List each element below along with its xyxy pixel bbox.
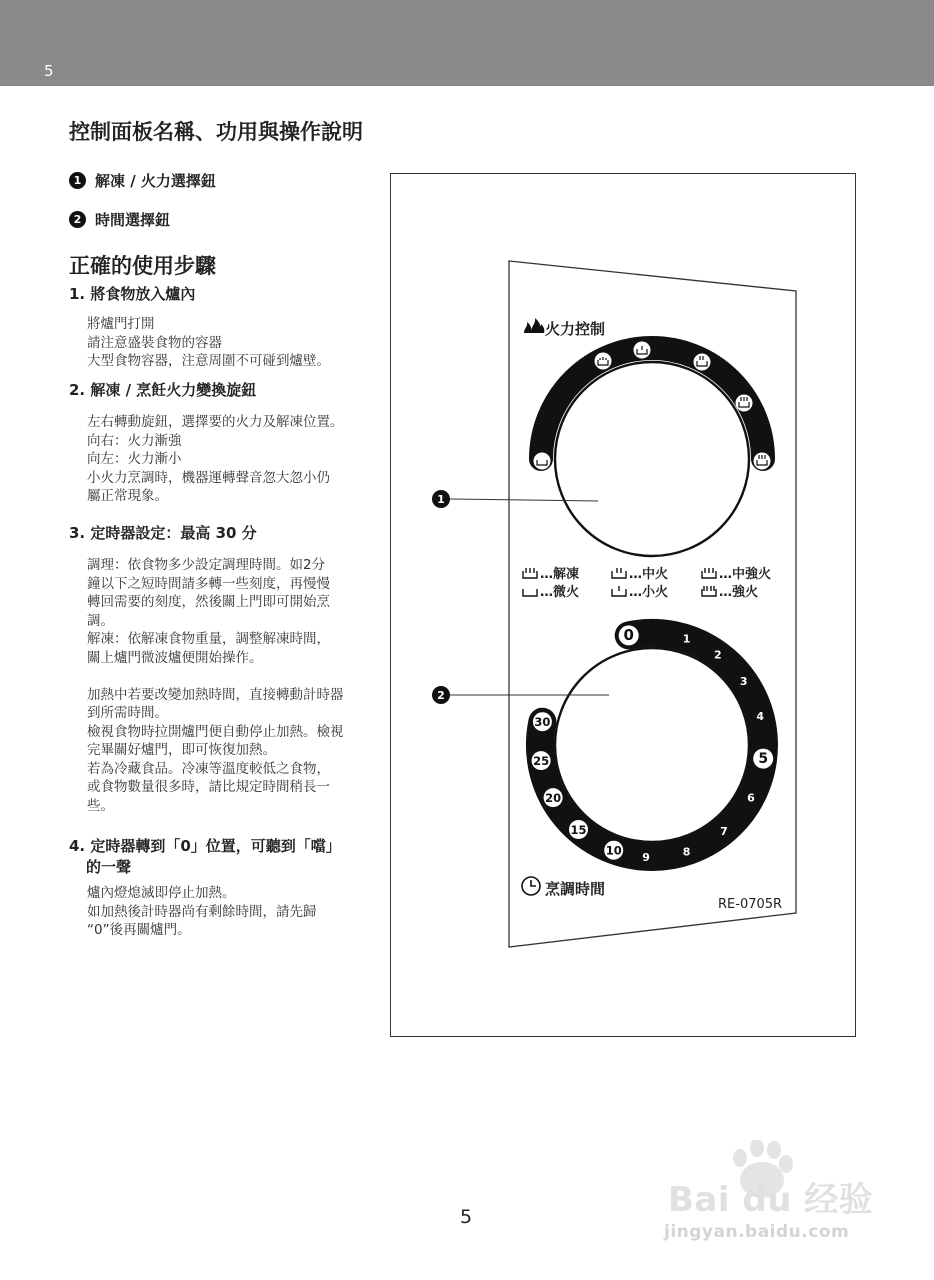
- defrost-icon: [522, 567, 538, 579]
- power-key-medium-low: [611, 581, 668, 600]
- step-1-line: 大型食物容器，注意周圍不可碰到爐壁。: [87, 353, 330, 369]
- callout-2-number: 2: [437, 689, 445, 702]
- step-3-line: 調理：依食物多少設定調理時間。如2分: [87, 557, 326, 573]
- legend-label-2: 時間選擇鈕: [95, 211, 171, 229]
- timer-tick-label: 4: [756, 710, 765, 723]
- step-3-line: 關上爐門微波爐便開始操作。: [87, 649, 263, 666]
- timer-tick-label: 25: [533, 754, 550, 769]
- timer-tick-label: 0: [623, 625, 634, 644]
- power-key-low: [522, 581, 579, 600]
- medium-high-icon: [701, 567, 717, 579]
- step-1-title: 1. 將食物放入爐內: [69, 285, 196, 303]
- medium-icon: [611, 567, 627, 579]
- step-2-line: 向右：火力漸強: [87, 432, 182, 449]
- step-3-line: 檢視食物時拉開爐門便自動停止加熱。檢視: [87, 723, 344, 740]
- power-key-label: …中火: [629, 567, 669, 582]
- step-3-title: 3. 定時器設定：最高 30 分: [69, 524, 257, 542]
- watermark-brand: Bai du 经验: [668, 1180, 874, 1220]
- usage-title: 正確的使用步驟: [69, 254, 216, 278]
- step-2-line: 屬正常現象。: [87, 488, 168, 504]
- step-1-line: 將爐門打開: [87, 316, 155, 332]
- timer-tick-label: 20: [545, 791, 562, 806]
- timer-dial-knob: [555, 648, 749, 842]
- watermark-url: jingyan.baidu.com: [664, 1222, 850, 1242]
- number-1-icon: 1: [69, 172, 86, 189]
- power-key-medium: [611, 563, 668, 582]
- power-position-medium-icon: [694, 354, 711, 371]
- power-key-label: …中強火: [719, 567, 772, 582]
- legend-label-1: 解凍 / 火力選擇鈕: [95, 172, 216, 190]
- timer-tick-label: 15: [570, 823, 587, 837]
- power-key-defrost: [522, 563, 579, 582]
- medium-low-icon: [611, 585, 627, 597]
- power-key-medium-high: [701, 563, 771, 582]
- power-key-label: …微火: [540, 585, 580, 600]
- step-4-line: “0”後再關爐門。: [87, 922, 191, 938]
- step-2-title: 2. 解凍 / 烹飪火力變換旋鈕: [69, 381, 257, 399]
- step-4-title-line: 的一聲: [86, 858, 132, 876]
- header-page-number: 5: [44, 62, 54, 80]
- step-3-line: 到所需時間。: [87, 705, 168, 721]
- callout-1-number: 1: [437, 493, 445, 506]
- section-title: 控制面板名稱、功用與操作說明: [69, 120, 363, 144]
- step-3-line: 解凍：依解凍食物重量，調整解凍時間，: [87, 631, 330, 647]
- step-3-line: 調。: [87, 612, 114, 629]
- timer-tick-label: 9: [642, 850, 650, 864]
- timer-tick-label: 10: [605, 843, 622, 858]
- high-icon: [701, 585, 717, 597]
- timer-tick-label: 3: [739, 674, 748, 688]
- step-1-line: 請注意盛裝食物的容器: [87, 334, 222, 351]
- timer-tick-label: 8: [682, 845, 691, 859]
- power-position-defrost-icon: [595, 353, 612, 370]
- timer-tick-label: 6: [747, 791, 755, 805]
- low-icon: [522, 585, 538, 597]
- power-key-label: …解凍: [540, 567, 580, 582]
- step-2-line: 左右轉動旋鈕，選擇要的火力及解凍位置。: [87, 414, 344, 430]
- model-number: RE-0705R: [718, 897, 783, 912]
- power-position-low-icon: [534, 453, 551, 470]
- clock-icon: [522, 877, 540, 895]
- step-4-title-line: 4. 定時器轉到「0」位置，可聽到「噹」: [69, 837, 341, 855]
- timer-tick-label: 30: [534, 715, 551, 730]
- power-key-label: …強火: [719, 585, 759, 600]
- footer-page-number: 5: [460, 1206, 473, 1228]
- step-3-line: 若為冷藏食品。冷凍等溫度較低之食物，: [87, 760, 330, 777]
- step-4-line: 爐內燈熄滅即停止加熱。: [87, 885, 236, 901]
- power-key-label: …小火: [629, 585, 669, 600]
- step-2-line: 小火力烹調時，機器運轉聲音忽大忽小仍: [87, 469, 330, 486]
- step-4-line: 如加熱後計時器尚有剩餘時間，請先歸: [87, 903, 317, 920]
- timer-label: 烹調時間: [545, 880, 606, 898]
- power-dial-knob: [555, 362, 749, 556]
- step-3-line: 完畢關好爐門，即可恢復加熱。: [87, 742, 276, 758]
- power-key-high: [701, 581, 758, 600]
- timer-tick-label: 1: [682, 632, 691, 646]
- flame-icon: [524, 318, 544, 333]
- step-3-line: 或食物數量很多時，請比規定時間稍長一: [87, 779, 330, 795]
- power-control-label: 火力控制: [545, 320, 606, 338]
- step-3-line: 些。: [87, 797, 114, 814]
- step-3-line: 鐘以下之短時間請多轉一些刻度，再慢慢: [87, 575, 330, 592]
- timer-tick-label: 7: [720, 824, 728, 838]
- step-3-line: 加熱中若要改變加熱時間，直接轉動計時器: [87, 686, 344, 703]
- step-3-line: 轉回需要的刻度，然後關上門即可開始烹: [87, 594, 330, 610]
- timer-tick-label: 2: [713, 648, 722, 662]
- timer-tick-label: 5: [758, 751, 769, 768]
- number-2-icon: 2: [69, 211, 86, 228]
- step-2-line: 向左：火力漸小: [87, 451, 182, 467]
